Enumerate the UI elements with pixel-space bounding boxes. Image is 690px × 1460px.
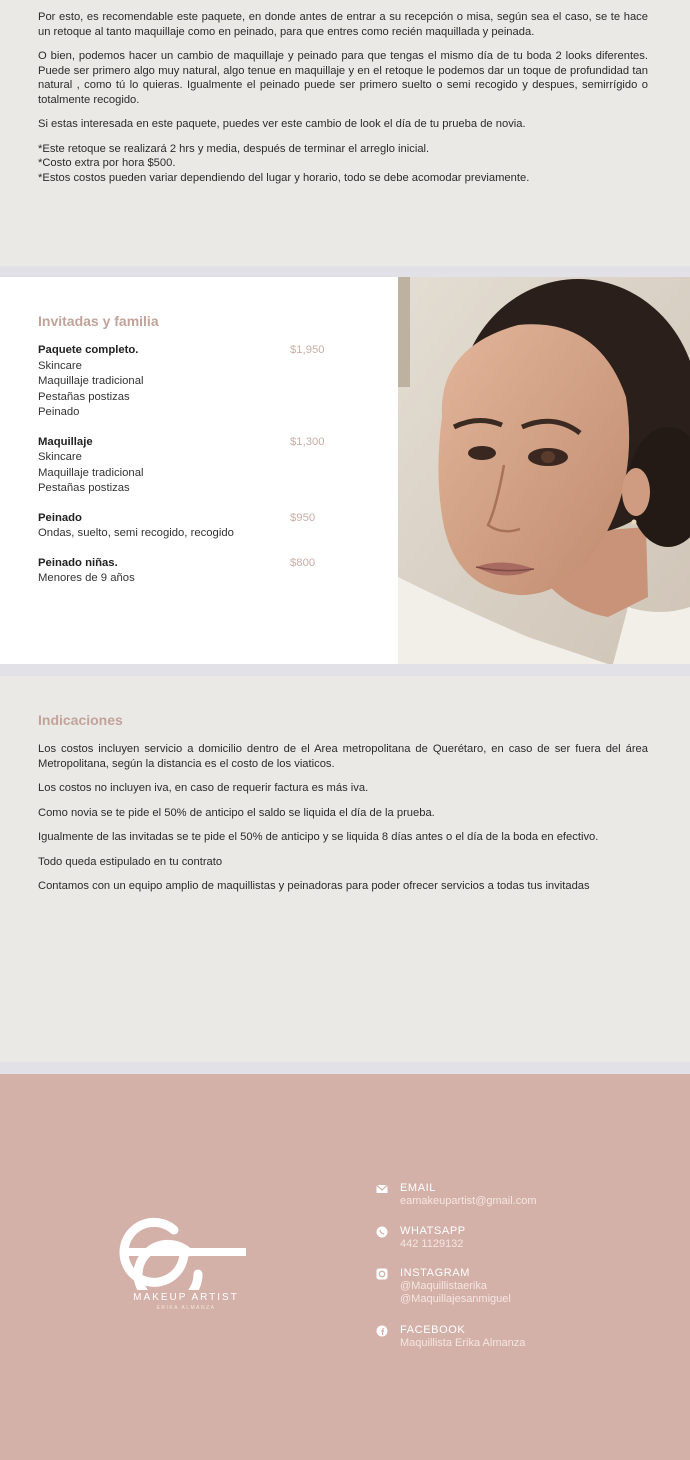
- contact-label: INSTAGRAM: [400, 1267, 470, 1279]
- price-list: [38, 313, 338, 601]
- item-price: $1,950: [290, 344, 325, 356]
- indication-paragraph: Los costos no incluyen iva, en caso de requerir factura es más iva.: [38, 782, 369, 794]
- item-detail: Maquillaje tradicional: [38, 375, 144, 387]
- email-icon: [376, 1183, 388, 1195]
- indication-paragraph: Igualmente de las invitadas se te pide el 50% de anticipo y se liquida 8 días antes o el día de la boda en efectivo.: [38, 831, 599, 843]
- brand-logo: [118, 1214, 254, 1311]
- ee-monogram-icon: [118, 1214, 254, 1290]
- item-detail: Pestañas postizas: [38, 390, 130, 403]
- intro-notes: [38, 142, 648, 186]
- intro-paragraph: Por esto, es recomendable este paquete, en donde antes de entrar a su recepción o misa, según sea el caso, se te hace un retoque al tanto maquillaje como en peinado, para que entres como recién maquillada y peinada.: [38, 11, 648, 38]
- item-detail: Menores de 9 años: [38, 572, 135, 584]
- intro-section: [0, 0, 690, 266]
- contact-value[interactable]: Maquillista Erika Almanza: [400, 1337, 526, 1349]
- item-detail: Peinado: [38, 406, 80, 418]
- item-detail: Skincare: [38, 359, 82, 372]
- contact-value[interactable]: eamakeupartist@gmail.com: [400, 1195, 537, 1207]
- indication-paragraph: Como novia se te pide el 50% de anticipo el saldo se liquida el día de la prueba.: [38, 806, 435, 819]
- section-title: Indicaciones: [38, 712, 123, 728]
- model-photo: [398, 277, 690, 664]
- note-cost-variation: *Estos costos pueden variar dependiendo del lugar y horario, todo se debe acomodar previamente.: [38, 171, 530, 184]
- contact-label: FACEBOOK: [400, 1324, 466, 1336]
- contact-value[interactable]: @Maquillistaerika: [400, 1280, 487, 1292]
- item-detail: Ondas, suelto, semi recogido, recogido: [38, 527, 234, 539]
- item-detail: Skincare: [38, 451, 82, 463]
- item-detail: Maquillaje tradicional: [38, 466, 144, 479]
- section-title: Invitadas y familia: [38, 313, 159, 329]
- logo-name: ERIKA ALMANZA: [156, 1305, 216, 1311]
- indications-section: [0, 676, 690, 1062]
- whatsapp-icon: [376, 1226, 388, 1238]
- guests-pricing-section: [0, 277, 690, 664]
- contact-value[interactable]: 442 1129132: [400, 1238, 464, 1250]
- item-name: Peinado niñas.: [38, 556, 118, 569]
- portrait-illustration: [398, 277, 690, 664]
- contact-whatsapp[interactable]: [376, 1225, 676, 1251]
- contact-label: EMAIL: [400, 1182, 437, 1194]
- intro-paragraph: O bien, podemos hacer un cambio de maquillaje y peinado para que tengas el mismo día de tu boda 2 looks diferentes. Puede ser primero algo muy natural, algo tenue en maquillaje y en el retoque le podemos dar un toque de profundidad tan natural , como tú lo quieras. Igualmente el peinado puede ser primero suelto o semi recogido y despues, semirrígido o totalmente recogido.: [38, 50, 648, 106]
- price-item: [38, 435, 338, 497]
- indication-paragraph: Contamos con un equipo amplio de maquillistas y peinadoras para poder ofrecer servicios a todas tus invitadas: [38, 880, 590, 892]
- contact-instagram[interactable]: [376, 1267, 676, 1306]
- instagram-icon: [376, 1268, 388, 1280]
- item-name: Peinado: [38, 511, 82, 524]
- price-item: [38, 343, 338, 421]
- intro-paragraph: Si estas interesada en este paquete, puedes ver este cambio de look el día de tu prueba de novia.: [38, 118, 526, 130]
- contact-footer: [0, 1074, 690, 1460]
- price-item: [38, 511, 338, 542]
- item-name: Paquete completo.: [38, 344, 139, 356]
- note-extra-cost: *Costo extra por hora $500.: [38, 157, 176, 169]
- item-price: $800: [290, 556, 316, 569]
- note-retouch-time: *Este retoque se realizará 2 hrs y media, después de terminar el arreglo inicial.: [38, 142, 430, 155]
- facebook-icon: [376, 1325, 388, 1337]
- price-item: [38, 556, 338, 587]
- contact-facebook[interactable]: [376, 1324, 676, 1350]
- indication-paragraph: Todo queda estipulado en tu contrato: [38, 855, 223, 868]
- item-detail: Pestañas postizas: [38, 482, 130, 494]
- item-name: Maquillaje: [38, 435, 93, 448]
- logo-tagline: MAKEUP ARTIST: [133, 1292, 239, 1303]
- contact-label: WHATSAPP: [400, 1225, 466, 1237]
- item-price: $950: [290, 511, 316, 524]
- contact-email[interactable]: [376, 1182, 676, 1208]
- item-price: $1,300: [290, 435, 325, 448]
- contact-value[interactable]: @Maquillajesanmiguel: [400, 1293, 511, 1305]
- indication-paragraph: Los costos incluyen servicio a domicilio dentro de el Area metropolitana de Querétaro, en caso de ser fuera del área Metropolitana, según la distancia es el costo de los viaticos.: [38, 743, 648, 770]
